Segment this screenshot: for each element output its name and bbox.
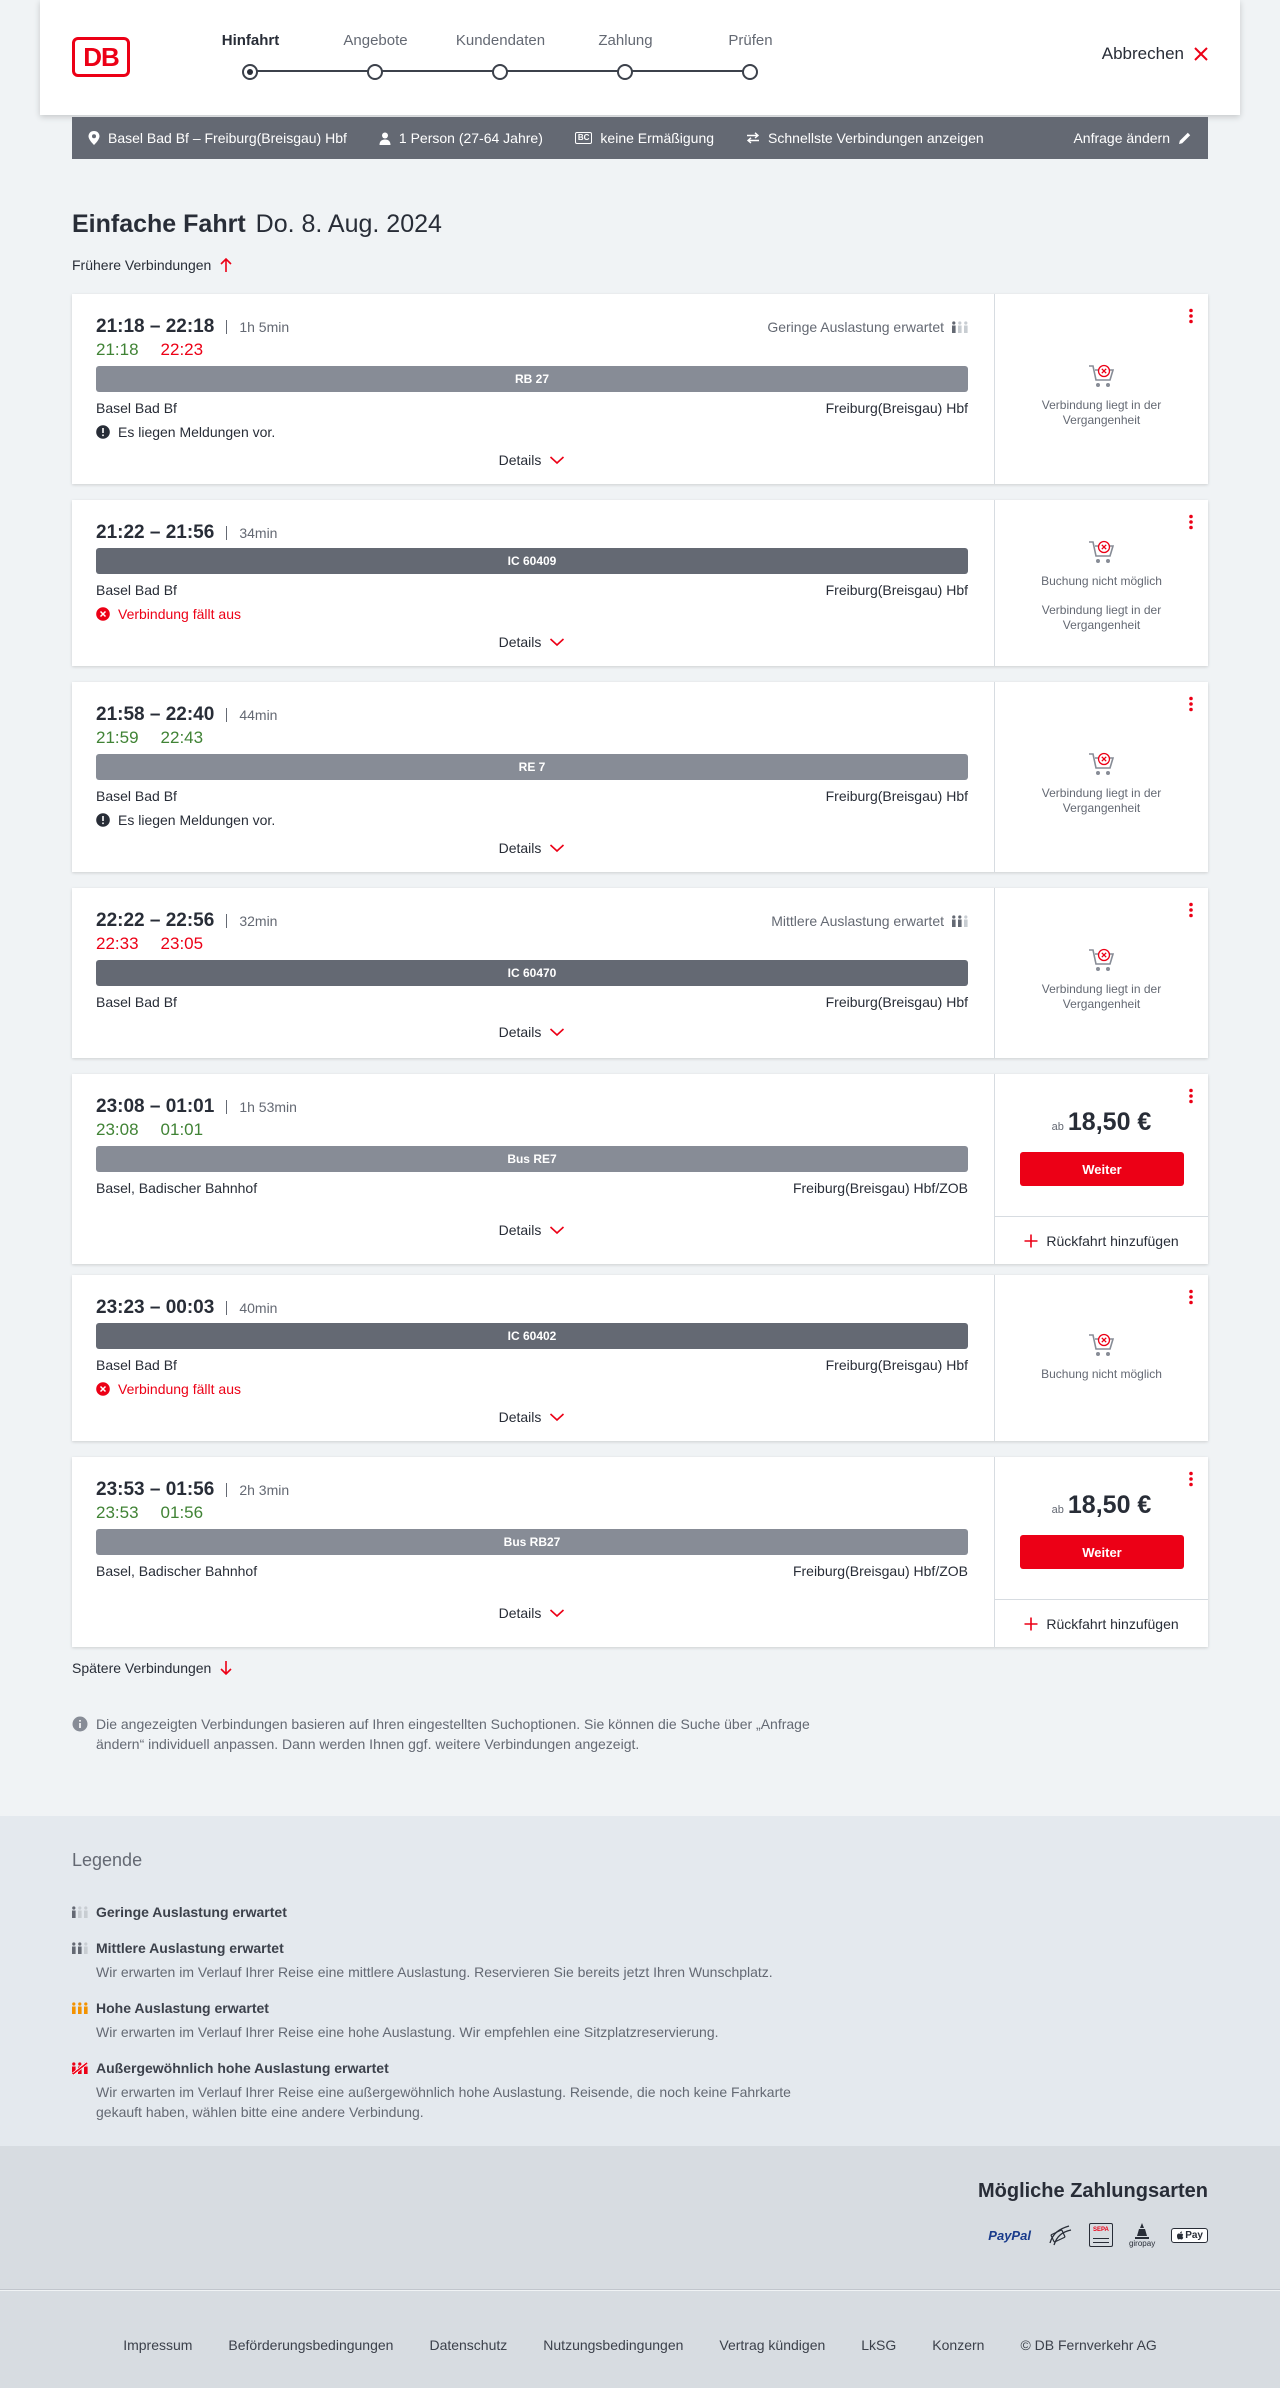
realtime-arrival: 01:01 bbox=[160, 1120, 204, 1139]
legend-item bbox=[72, 1940, 872, 1982]
legend-item-desc: Wir erwarten im Verlauf Ihrer Reise eine mittlere Auslastung. Reservieren Sie bereits jetzt Ihren Wunschplatz. bbox=[96, 1964, 773, 1980]
legend-title: Legende bbox=[72, 1850, 143, 1870]
load-medium-icon bbox=[952, 915, 968, 928]
realtime-arrival: 22:43 bbox=[160, 728, 204, 747]
scheduled-times: 23:08 – 01:01 bbox=[96, 1096, 215, 1117]
legend-item-head bbox=[72, 2000, 872, 2016]
departure-station: Basel Bad Bf bbox=[96, 400, 177, 416]
change-request-label: Anfrage ändern bbox=[1073, 130, 1170, 146]
details-label: Details bbox=[498, 1605, 542, 1621]
booking-panel bbox=[994, 888, 1208, 1058]
header bbox=[40, 0, 1240, 115]
departure-station: Basel Bad Bf bbox=[96, 788, 177, 804]
train-line-bar[interactable]: Bus RE7 bbox=[96, 1146, 968, 1172]
change-request-button[interactable] bbox=[1073, 130, 1192, 146]
db-logo[interactable]: DB bbox=[72, 37, 130, 77]
times-row bbox=[96, 1479, 968, 1501]
fastest-summary bbox=[746, 130, 984, 146]
legend-item bbox=[72, 1904, 872, 1920]
load-text: Geringe Auslastung erwartet bbox=[767, 319, 944, 335]
realtime-arrival: 23:05 bbox=[160, 934, 204, 953]
legend-item-label: Geringe Auslastung erwartet bbox=[96, 1904, 287, 1920]
chevron-down-icon bbox=[549, 843, 565, 853]
cancelled-icon bbox=[96, 607, 110, 621]
step-label: Prüfen bbox=[728, 32, 773, 49]
bahncard-icon: BC bbox=[575, 132, 593, 144]
applepay-text: Pay bbox=[1185, 2229, 1203, 2241]
train-line-bar[interactable]: RB 27 bbox=[96, 366, 968, 392]
legend-item bbox=[72, 2060, 872, 2122]
train-line-bar[interactable]: IC 60402 bbox=[96, 1323, 968, 1349]
booking-unavailable bbox=[995, 362, 1208, 428]
alert-info-icon bbox=[96, 813, 110, 827]
cart-unavailable-icon bbox=[1087, 750, 1117, 778]
load-low-icon bbox=[952, 321, 968, 334]
stations-row bbox=[96, 1563, 968, 1579]
message-text: Es liegen Meldungen vor. bbox=[118, 812, 276, 828]
stations-row bbox=[96, 1180, 968, 1196]
step-1 bbox=[188, 30, 313, 52]
connection-main[interactable] bbox=[96, 500, 968, 666]
search-summary-bar bbox=[72, 117, 1208, 159]
scheduled-times: 23:23 – 00:03 bbox=[96, 1297, 215, 1318]
load-indicator bbox=[771, 913, 968, 929]
load-low-icon bbox=[72, 1906, 88, 1919]
connection-message bbox=[96, 812, 275, 828]
times-row bbox=[96, 316, 968, 338]
stations-row bbox=[96, 582, 968, 598]
step-indicator bbox=[367, 64, 383, 80]
cart-unavailable-icon bbox=[1087, 362, 1117, 390]
realtime-row bbox=[96, 1120, 203, 1140]
separator bbox=[226, 526, 227, 540]
footer bbox=[0, 2291, 1280, 2388]
times-row bbox=[96, 704, 968, 726]
trip-date: Do. 8. Aug. 2024 bbox=[255, 210, 442, 238]
realtime-row bbox=[96, 728, 203, 748]
connection-main[interactable] bbox=[96, 1457, 968, 1647]
footer-link[interactable]: Konzern bbox=[932, 2337, 985, 2353]
arrival-station: Freiburg(Breisgau) Hbf/ZOB bbox=[792, 1563, 968, 1579]
connection-card bbox=[72, 682, 1208, 872]
stations-row bbox=[96, 788, 968, 804]
arrival-station: Freiburg(Breisgau) Hbf bbox=[825, 1357, 968, 1373]
duration: 44min bbox=[239, 707, 278, 723]
details-label: Details bbox=[498, 634, 542, 650]
sepa-icon bbox=[1089, 2222, 1113, 2248]
separator bbox=[226, 320, 227, 334]
giropay-text: giropay bbox=[1128, 2238, 1156, 2248]
duration: 40min bbox=[239, 1300, 278, 1316]
price-display bbox=[995, 1108, 1208, 1137]
step-label: Kundendaten bbox=[455, 32, 546, 49]
stations-row bbox=[96, 994, 968, 1010]
add-return-label: Rückfahrt hinzufügen bbox=[1046, 1615, 1179, 1632]
load-indicator bbox=[767, 319, 968, 335]
page-title bbox=[72, 210, 442, 239]
info-icon bbox=[72, 1716, 88, 1732]
details-toggle[interactable] bbox=[96, 1222, 968, 1238]
price: 18,50 € bbox=[1067, 1108, 1152, 1136]
payment-icons bbox=[988, 2222, 1208, 2248]
details-label: Details bbox=[498, 1222, 542, 1238]
price-display bbox=[995, 1491, 1208, 1520]
duration: 1h 53min bbox=[239, 1099, 297, 1115]
step-label: Hinfahrt bbox=[221, 32, 280, 49]
realtime-arrival: 22:23 bbox=[160, 340, 204, 359]
details-label: Details bbox=[498, 452, 542, 468]
scheduled-times: 22:22 – 22:56 bbox=[96, 910, 215, 931]
location-pin-icon bbox=[88, 131, 100, 145]
times-row bbox=[96, 522, 968, 544]
booking-status-note: Verbindung liegt in der Vergangenheit bbox=[1041, 398, 1162, 427]
more-options-icon[interactable] bbox=[1188, 1471, 1194, 1487]
step-5 bbox=[688, 30, 813, 52]
booking-panel bbox=[994, 294, 1208, 484]
more-options-icon[interactable] bbox=[1188, 308, 1194, 324]
legend-item-head bbox=[72, 1904, 872, 1920]
message-text: Verbindung fällt aus bbox=[118, 1381, 241, 1397]
connection-card bbox=[72, 294, 1208, 484]
realtime-departure: 23:08 bbox=[96, 1120, 139, 1139]
search-info-note bbox=[72, 1714, 862, 1754]
connection-message bbox=[96, 424, 275, 440]
realtime-departure: 22:33 bbox=[96, 934, 139, 953]
pencil-icon bbox=[1178, 131, 1192, 145]
departure-station: Basel Bad Bf bbox=[96, 582, 177, 598]
message-text: Es liegen Meldungen vor. bbox=[118, 424, 276, 440]
booking-panel bbox=[994, 1275, 1208, 1441]
footer-link[interactable]: Vertrag kündigen bbox=[719, 2337, 826, 2353]
connection-message bbox=[96, 606, 241, 622]
plus-icon bbox=[1024, 1617, 1038, 1631]
footer-link[interactable]: Datenschutz bbox=[429, 2337, 508, 2353]
booking-unavailable bbox=[995, 946, 1208, 1012]
separator bbox=[226, 708, 227, 722]
footer-link[interactable]: Nutzungsbedingungen bbox=[543, 2337, 684, 2353]
discount-summary bbox=[575, 130, 714, 146]
cart-unavailable-icon bbox=[1087, 946, 1117, 974]
step-indicator bbox=[742, 64, 758, 80]
footer-link[interactable]: Impressum bbox=[123, 2337, 193, 2353]
step-indicator bbox=[492, 64, 508, 80]
times-row bbox=[96, 1297, 968, 1319]
connection-main[interactable] bbox=[96, 1074, 968, 1264]
load-medium-icon bbox=[72, 1942, 88, 1955]
swap-arrows-icon bbox=[746, 132, 760, 144]
cancel-button[interactable] bbox=[1102, 44, 1210, 64]
payment-methods-section bbox=[0, 2146, 1280, 2290]
scheduled-times: 21:58 – 22:40 bbox=[96, 704, 215, 725]
chevron-down-icon bbox=[549, 1608, 565, 1618]
arrival-station: Freiburg(Breisgau) Hbf bbox=[825, 994, 968, 1010]
separator bbox=[226, 1301, 227, 1315]
stations-row bbox=[96, 400, 968, 416]
scheduled-times: 21:22 – 21:56 bbox=[96, 522, 215, 543]
later-connections-link[interactable] bbox=[72, 1660, 233, 1676]
load-high-icon bbox=[72, 2002, 88, 2015]
booking-panel bbox=[994, 500, 1208, 666]
plus-icon bbox=[1024, 1234, 1038, 1248]
cart-unavailable-icon bbox=[1087, 1331, 1117, 1359]
progress-stepper bbox=[210, 30, 773, 90]
sepa-text: SEPA bbox=[1093, 2227, 1109, 2233]
connection-main[interactable] bbox=[96, 294, 968, 484]
step-label: Angebote bbox=[343, 32, 408, 49]
departure-station: Basel Bad Bf bbox=[96, 994, 177, 1010]
connection-main[interactable] bbox=[96, 1275, 968, 1441]
scheduled-times: 23:53 – 01:56 bbox=[96, 1479, 215, 1500]
continue-button[interactable]: Weiter bbox=[1020, 1535, 1184, 1569]
add-return-button[interactable] bbox=[995, 1216, 1208, 1264]
booking-unavailable bbox=[995, 750, 1208, 816]
earlier-connections-label: Frühere Verbindungen bbox=[72, 257, 212, 273]
arrow-down-icon bbox=[219, 1660, 233, 1676]
add-return-label: Rückfahrt hinzufügen bbox=[1046, 1232, 1179, 1249]
paypal-text: PayPal bbox=[988, 2227, 1031, 2243]
legend-item bbox=[72, 2000, 872, 2042]
chevron-down-icon bbox=[549, 1225, 565, 1235]
connection-card bbox=[72, 888, 1208, 1058]
arrival-station: Freiburg(Breisgau) Hbf bbox=[825, 788, 968, 804]
chevron-down-icon bbox=[549, 1027, 565, 1037]
arrow-up-icon bbox=[219, 257, 233, 273]
details-toggle[interactable] bbox=[96, 1024, 968, 1040]
legend-item-head bbox=[72, 2060, 872, 2076]
message-text: Verbindung fällt aus bbox=[118, 606, 241, 622]
train-line-bar[interactable]: IC 60470 bbox=[96, 960, 968, 986]
step-indicator bbox=[242, 64, 258, 80]
realtime-row bbox=[96, 1503, 203, 1523]
arrival-station: Freiburg(Breisgau) Hbf bbox=[825, 400, 968, 416]
connection-card bbox=[72, 1074, 1208, 1264]
cart-unavailable-icon bbox=[1087, 538, 1117, 566]
price: 18,50 € bbox=[1067, 1491, 1152, 1519]
applepay-icon bbox=[1171, 2222, 1208, 2248]
passenger-text: 1 Person (27-64 Jahre) bbox=[398, 130, 543, 146]
realtime-departure: 21:18 bbox=[96, 340, 139, 359]
legend-item-label: Mittlere Auslastung erwartet bbox=[96, 1940, 284, 1956]
details-toggle[interactable] bbox=[96, 1605, 968, 1621]
connection-message bbox=[96, 1381, 241, 1397]
chevron-down-icon bbox=[549, 455, 565, 465]
booking-status-note: Buchung nicht möglich bbox=[1041, 574, 1162, 588]
price-prefix: ab bbox=[1051, 1121, 1064, 1133]
departure-station: Basel, Badischer Bahnhof bbox=[96, 1180, 258, 1196]
connection-card bbox=[72, 1275, 1208, 1441]
details-toggle[interactable] bbox=[96, 452, 968, 468]
departure-station: Basel, Badischer Bahnhof bbox=[96, 1563, 258, 1579]
details-label: Details bbox=[498, 1024, 542, 1040]
load-text: Mittlere Auslastung erwartet bbox=[771, 913, 944, 929]
load-exceptional-icon bbox=[72, 2062, 88, 2075]
step-indicator bbox=[617, 64, 633, 80]
route-text: Basel Bad Bf – Freiburg(Breisgau) Hbf bbox=[108, 130, 347, 146]
legend-item-label: Hohe Auslastung erwartet bbox=[96, 2000, 269, 2016]
connection-main[interactable] bbox=[96, 682, 968, 872]
legend-item-desc: Wir erwarten im Verlauf Ihrer Reise eine hohe Auslastung. Wir empfehlen eine Sitzplatzreservierung. bbox=[96, 2024, 719, 2040]
train-line-bar[interactable]: Bus RB27 bbox=[96, 1529, 968, 1555]
step-4 bbox=[563, 30, 688, 52]
separator bbox=[226, 914, 227, 928]
cancel-label: Abbrechen bbox=[1101, 44, 1184, 63]
times-row bbox=[96, 910, 968, 932]
legend-item-desc: Wir erwarten im Verlauf Ihrer Reise eine außergewöhnlich hohe Auslastung. Reisende, die noch keine Fahrkarte gekauft haben, wählen bitte eine andere Verbindung. bbox=[96, 2084, 791, 2120]
legend-item-label: Außergewöhnlich hohe Auslastung erwartet bbox=[96, 2060, 389, 2076]
earlier-connections-link[interactable] bbox=[72, 257, 233, 273]
times-row bbox=[96, 1096, 968, 1118]
route-summary bbox=[88, 130, 347, 146]
booking-unavailable bbox=[995, 1331, 1208, 1382]
footer-links bbox=[0, 2337, 1280, 2353]
details-label: Details bbox=[498, 840, 542, 856]
price-prefix: ab bbox=[1051, 1504, 1064, 1516]
fastest-text: Schnellste Verbindungen anzeigen bbox=[768, 130, 984, 146]
legend-item-head bbox=[72, 1940, 872, 1956]
footer-link[interactable]: LkSG bbox=[861, 2337, 897, 2353]
duration: 2h 3min bbox=[239, 1482, 290, 1498]
creditcard-icon bbox=[1047, 2222, 1073, 2248]
duration: 1h 5min bbox=[239, 319, 290, 335]
booking-panel bbox=[994, 1074, 1208, 1264]
realtime-row bbox=[96, 340, 203, 360]
close-icon bbox=[1192, 45, 1210, 63]
realtime-departure: 21:59 bbox=[96, 728, 139, 747]
departure-station: Basel Bad Bf bbox=[96, 1357, 177, 1373]
duration: 34min bbox=[239, 525, 278, 541]
connection-main[interactable] bbox=[96, 888, 968, 1058]
scheduled-times: 21:18 – 22:18 bbox=[96, 316, 215, 337]
giropay-icon bbox=[1129, 2222, 1155, 2248]
separator bbox=[226, 1483, 227, 1497]
chevron-down-icon bbox=[549, 637, 565, 647]
later-connections-label: Spätere Verbindungen bbox=[72, 1660, 212, 1676]
discount-text: keine Ermäßigung bbox=[600, 130, 715, 146]
realtime-departure: 23:53 bbox=[96, 1503, 139, 1522]
booking-status-note: Verbindung liegt in der Vergangenheit bbox=[1041, 786, 1162, 815]
stations-row bbox=[96, 1357, 968, 1373]
booking-unavailable bbox=[995, 538, 1208, 633]
person-icon bbox=[379, 132, 391, 145]
more-options-icon[interactable] bbox=[1188, 1289, 1194, 1305]
step-2 bbox=[313, 30, 438, 52]
more-options-icon[interactable] bbox=[1188, 902, 1194, 918]
train-line-bar[interactable]: RE 7 bbox=[96, 754, 968, 780]
passenger-summary bbox=[379, 130, 543, 146]
legend-section bbox=[0, 1816, 1280, 2146]
more-options-icon[interactable] bbox=[1188, 1088, 1194, 1104]
footer-link[interactable]: Beförderungsbedingungen bbox=[228, 2337, 394, 2353]
details-toggle[interactable] bbox=[96, 840, 968, 856]
continue-button[interactable]: Weiter bbox=[1020, 1152, 1184, 1186]
arrival-station: Freiburg(Breisgau) Hbf/ZOB bbox=[792, 1180, 968, 1196]
payment-title: Mögliche Zahlungsarten bbox=[977, 2180, 1208, 2202]
cancelled-icon bbox=[96, 1382, 110, 1396]
step-3 bbox=[438, 30, 563, 52]
more-options-icon[interactable] bbox=[1188, 696, 1194, 712]
chevron-down-icon bbox=[549, 1412, 565, 1422]
booking-status-note: Buchung nicht möglich bbox=[1041, 1367, 1162, 1381]
more-options-icon[interactable] bbox=[1188, 514, 1194, 530]
details-label: Details bbox=[498, 1409, 542, 1425]
connection-card bbox=[72, 500, 1208, 666]
booking-panel bbox=[994, 1457, 1208, 1647]
footer-link[interactable]: © DB Fernverkehr AG bbox=[1020, 2337, 1157, 2353]
trip-type: Einfache Fahrt bbox=[72, 210, 246, 238]
paypal-icon bbox=[988, 2222, 1031, 2248]
step-label: Zahlung bbox=[598, 32, 653, 49]
arrival-station: Freiburg(Breisgau) Hbf bbox=[825, 582, 968, 598]
details-toggle[interactable] bbox=[96, 1409, 968, 1425]
booking-status-note: Verbindung liegt in der Vergangenheit bbox=[1041, 982, 1162, 1011]
separator bbox=[226, 1100, 227, 1114]
booking-panel bbox=[994, 682, 1208, 872]
connection-card bbox=[72, 1457, 1208, 1647]
booking-status-note: Verbindung liegt in der Vergangenheit bbox=[1041, 603, 1162, 632]
realtime-arrival: 01:56 bbox=[160, 1503, 204, 1522]
duration: 32min bbox=[239, 913, 278, 929]
add-return-button[interactable] bbox=[995, 1599, 1208, 1647]
train-line-bar[interactable]: IC 60409 bbox=[96, 548, 968, 574]
alert-info-icon bbox=[96, 425, 110, 439]
details-toggle[interactable] bbox=[96, 634, 968, 650]
search-info-text: Die angezeigten Verbindungen basieren auf Ihren eingestellten Suchoptionen. Sie können die Suche über „Anfrage ändern“ individuell anpassen. Dann werden Ihnen ggf. weitere Verbindungen angezeigt. bbox=[96, 1716, 810, 1752]
realtime-row bbox=[96, 934, 203, 954]
